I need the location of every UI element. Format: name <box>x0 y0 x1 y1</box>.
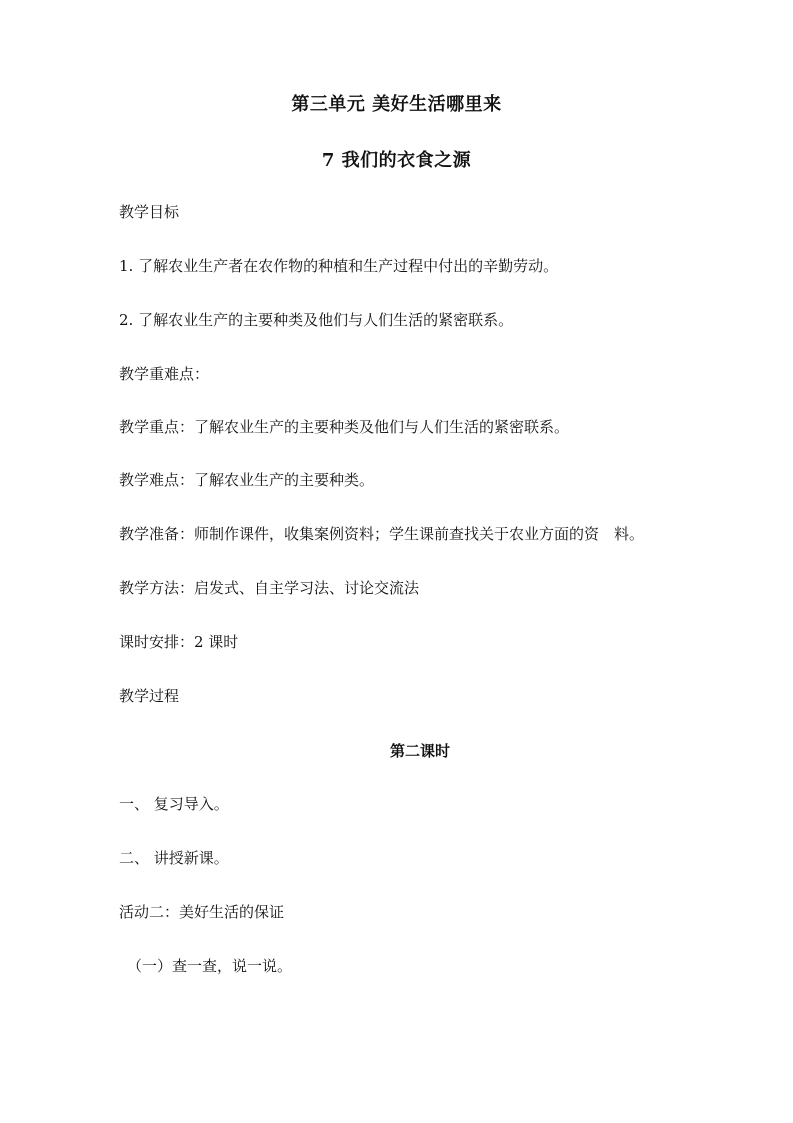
text-line-preparation: 教学准备：师制作课件，收集案例资料；学生课前查找关于农业方面的资 料。 <box>119 525 645 543</box>
text-line-objective-2: 2. 了解农业生产的主要种类及他们与人们生活的紧密联系。 <box>119 311 514 329</box>
text-line-new-lesson: 二、 讲授新课。 <box>119 849 229 867</box>
unit-title: 第三单元 美好生活哪里来 <box>291 94 502 115</box>
text-line-check-and-say: （一）查一查，说一说。 <box>127 957 293 975</box>
text-line-activity-two: 活动二：美好生活的保证 <box>119 903 285 921</box>
lesson-title: 7 我们的衣食之源 <box>321 150 472 171</box>
text-line-process-heading: 教学过程 <box>119 687 180 705</box>
text-line-objective-1: 1. 了解农业生产者在农作物的种植和生产过程中付出的辛勤劳动。 <box>119 257 559 275</box>
text-line-schedule: 课时安排：2 课时 <box>119 633 239 651</box>
text-line-key-difficult-heading: 教学重难点： <box>119 365 210 383</box>
text-line-methods: 教学方法：启发式、自主学习法、讨论交流法 <box>119 579 420 597</box>
text-line-key-point: 教学重点：了解农业生产的主要种类及他们与人们生活的紧密联系。 <box>119 418 570 436</box>
section-title: 第二课时 <box>389 742 450 760</box>
text-line-objectives-heading: 教学目标 <box>119 203 180 221</box>
text-line-difficult-point: 教学难点：了解农业生产的主要种类。 <box>119 471 375 489</box>
text-line-review: 一、 复习导入。 <box>119 795 229 813</box>
